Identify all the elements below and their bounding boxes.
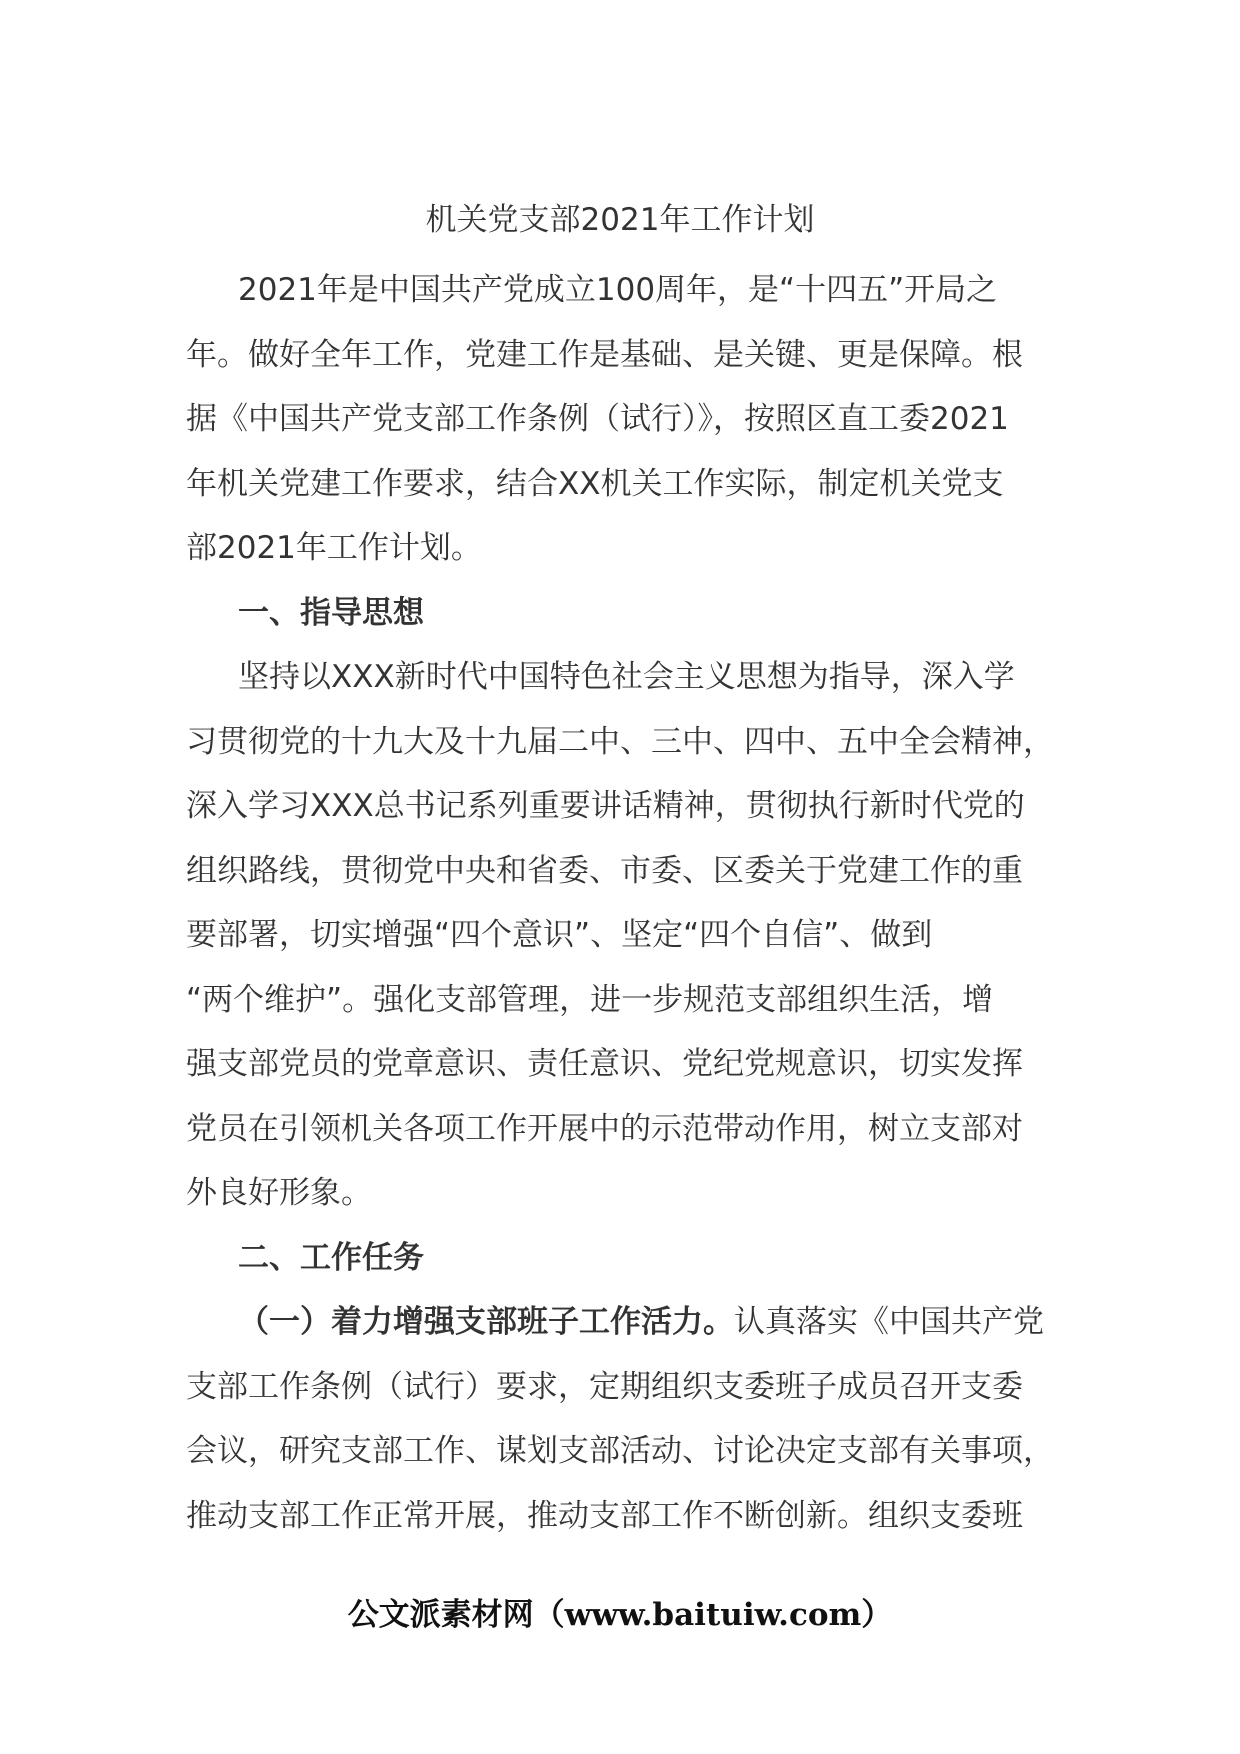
paragraph-line: 会议，研究支部工作、谋划支部活动、讨论决定支部有关事项， [186, 1433, 1054, 1469]
paragraph-line: “两个维护”。强化支部管理，进一步规范支部组织生活，增 [186, 981, 994, 1018]
paragraph-line: 年机关党建工作要求，结合XX机关工作实际，制定机关党支 [186, 465, 1004, 502]
paragraph-line: 推动支部工作正常开展，推动支部工作不断创新。组织支委班 [186, 1497, 1023, 1534]
section-heading: 一、指导思想 [238, 594, 424, 631]
paragraph-line: 部2021年工作计划。 [186, 530, 482, 566]
document-body [186, 258, 1066, 1548]
paragraph-line: 习贯彻党的十九大及十九届二中、三中、四中、五中全会精神， [186, 723, 1054, 760]
subsection-lead: （一）着力增强支部班子工作活力。 [238, 1304, 734, 1340]
paragraph-line: 强支部党员的党章意识、责任意识、党纪党规意识，切实发挥 [186, 1046, 1023, 1082]
section-heading: 二、工作任务 [238, 1239, 424, 1276]
document-title: 机关党支部2021年工作计划 [425, 202, 815, 238]
paragraph-line: 年。做好全年工作，党建工作是基础、是关键、更是保障。根 [186, 336, 1023, 373]
paragraph-line: 要部署，切实增强“四个意识”、坚定“四个自信”、做到 [186, 917, 933, 953]
paragraph-line: 组织路线，贯彻党中央和省委、市委、区委关于党建工作的重 [186, 852, 1023, 889]
paragraph-line [186, 1290, 1066, 1355]
paragraph-line: 外良好形象。 [186, 1175, 372, 1211]
paragraph-line: 深入学习XXX总书记系列重要讲话精神，贯彻执行新时代党的 [186, 788, 1025, 824]
paragraph-line: 坚持以XXX新时代中国特色社会主义思想为指导，深入学 [238, 659, 1015, 695]
footer-watermark-text: 公文派素材网（www.baituiw.com） [347, 1597, 893, 1633]
paragraph-line: 支部工作条例（试行）要求，定期组织支委班子成员召开支委 [186, 1368, 1023, 1405]
paragraph-text: 认真落实《中国共产党 [734, 1304, 1044, 1340]
paragraph-line: 据《中国共产党支部工作条例（试行）》，按照区直工委2021 [186, 401, 1009, 437]
paragraph-line: 党员在引领机关各项工作开展中的示范带动作用，树立支部对 [186, 1110, 1023, 1147]
paragraph-line: 2021年是中国共产党成立100周年，是“十四五”开局之 [238, 272, 998, 308]
